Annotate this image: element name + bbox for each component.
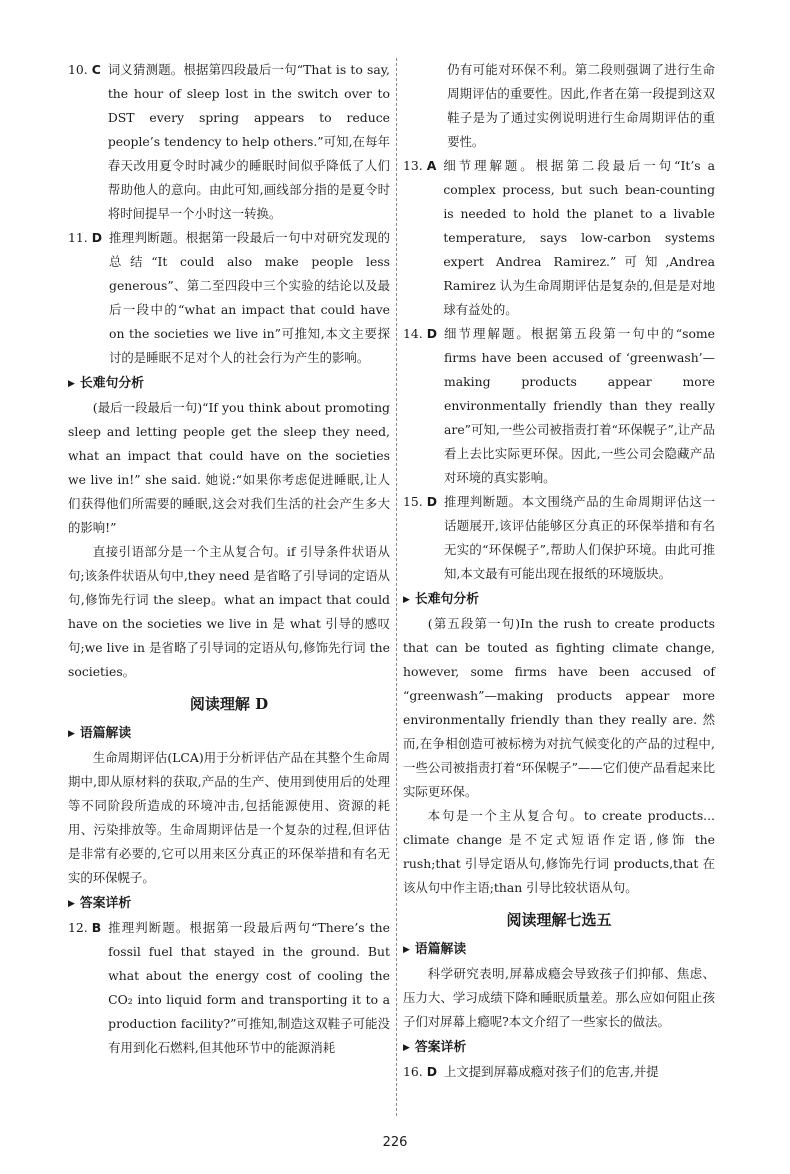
subheading-long-sentence: ▶ 长难句分析 — [403, 592, 479, 607]
triangle-bullet-icon: ▶ — [68, 729, 75, 739]
item-number: 16. — [403, 1064, 423, 1079]
answer-letter: C — [91, 62, 101, 77]
item-number: 10. — [68, 62, 88, 77]
triangle-bullet-icon: ▶ — [68, 379, 75, 389]
triangle-bullet-icon: ▶ — [403, 1043, 410, 1053]
answer-item-14 — [403, 322, 715, 490]
item-number: 13. — [403, 158, 423, 173]
answer-item-16 — [403, 1060, 715, 1084]
subheading-answer-details: ▶ 答案详析 — [68, 896, 132, 911]
answer-item-12-continued — [403, 58, 715, 154]
answer-item-11 — [68, 226, 390, 370]
subheading-answer-details: ▶ 答案详析 — [403, 1040, 467, 1055]
answer-explanation: 推理判断题。本文围绕产品的生命周期评估这一话题展开,该评估能够区分真正的环保举措和有名无实的“环保幌子”,帮助人们保护环境。由此可推知,本文最有可能出现在报纸的环境版块。 — [444, 494, 715, 581]
answer-letter: B — [91, 920, 102, 935]
triangle-bullet-icon: ▶ — [403, 595, 410, 605]
answer-explanation: 上文提到屏幕成瘾对孩子们的危害,并提 — [444, 1064, 659, 1079]
answer-explanation: 词义猜测题。根据第四段最后一句“That is to say, the hour of sleep lost in the switch over to DST every spring appears to reduce people’s tendency to help others.”可知,在每年春天改用夏令时时减少的睡眠时间似乎降低了人们帮助他人的意向。由此可知,画线部分指的是夏令时将时间提早一个小时这一转换。 — [107, 62, 390, 221]
answer-item-13 — [403, 154, 715, 322]
subheading-passage-overview: ▶ 语篇解读 — [68, 726, 132, 741]
left-column — [68, 58, 390, 1060]
triangle-bullet-icon: ▶ — [68, 899, 75, 909]
answer-explanation: 仍有可能对环保不利。第二段则强调了进行生命周期评估的重要性。因此,作者在第一段提到这双鞋子是为了通过实例说明进行生命周期评估的重要性。 — [447, 62, 715, 149]
answer-letter: D — [426, 494, 438, 509]
answer-letter: A — [426, 158, 437, 173]
item-number: 12. — [68, 920, 88, 935]
column-divider — [396, 58, 397, 1116]
long-sentence-text: (最后一段最后一句)“If you think about promoting sleep and letting people get the sleep they need, what an impact that could have on the societies we live in!” she said. 她说:“如果你考虑促进睡眠,让人们获得他们所需要的睡眠,这会对我们生活的社会产生多大的影响!” — [68, 400, 390, 535]
item-number: 15. — [403, 494, 423, 509]
item-number: 11. — [68, 230, 88, 245]
passage-overview-text: 科学研究表明,屏幕成瘾会导致孩子们抑郁、焦虑、压力大、学习成绩下降和睡眠质量差。那么应如何阻止孩子们对屏幕上瘾呢?本文介绍了一些家长的做法。 — [403, 966, 715, 1029]
section-title-reading-d: 阅读理解 D — [189, 695, 269, 713]
long-sentence-text: (第五段第一句)In the rush to create products that can be touted as fighting climate change, however, some firms have been accused of “greenwash”—making products appear more environmentally friendly than they really are. 然而,在争相创造可被标榜为对抗气候变化的产品的过程中,一些公司被指责打着“环保幌子”——它们使产品看起来比实际更环保。 — [403, 616, 715, 799]
answer-letter: D — [426, 326, 438, 341]
answer-item-12 — [68, 916, 390, 1060]
answer-letter: D — [426, 1064, 438, 1079]
subheading-long-sentence: ▶ 长难句分析 — [68, 376, 144, 391]
answer-explanation: 细节理解题。根据第二段最后一句“It’s a complex process, but such bean-counting is needed to hold the planet to a livable temperature, says low-carbon systems expert Andrea Ramirez.”可知,Andrea Ramirez 认为生命周期评估是复杂的,但是是对地球有益处的。 — [443, 158, 715, 317]
triangle-bullet-icon: ▶ — [403, 945, 410, 955]
page-number: 226 — [382, 1135, 408, 1150]
answer-item-10 — [68, 58, 390, 226]
answer-item-15 — [403, 490, 715, 586]
passage-overview-text: 生命周期评估(LCA)用于分析评估产品在其整个生命周期中,即从原材料的获取,产品的生产、使用到使用后的处理等不同阶段所造成的环境冲击,包括能源使用、资源的耗用、污染排放等。生命周期评估是一个复杂的过程,但评估是非常有必要的,它可以用来区分真正的环保举措和有名无实的环保幌子。 — [68, 750, 390, 885]
item-number: 14. — [403, 326, 423, 341]
answer-explanation: 细节理解题。根据第五段第一句中的“some firms have been accused of ‘greenwash’—making products appear more environmentally friendly than they really are”可知,一些公司被指责打着“环保幌子”,让产品看上去比实际更环保。因此,一些公司会隐藏产品对环境的真实影响。 — [444, 326, 715, 485]
subheading-passage-overview: ▶ 语篇解读 — [403, 942, 467, 957]
answer-letter: D — [91, 230, 103, 245]
answer-explanation: 推理判断题。根据第一段最后一句中对研究发现的总结“It could also make people less generous”、第二至四段中三个实验的结论以及最后一段中的“what an impact that could have on the societies we live in”可推知,本文主要探讨的是睡眠不足对个人的社会行为产生的影响。 — [109, 230, 390, 365]
long-sentence-analysis: 本句是一个主从复合句。to create products... climate change 是不定式短语作定语,修饰 the rush;that 引导定语从句,修饰先行词 products,that 在该从句中作主语;than 引导比较状语从句。 — [403, 808, 715, 895]
answer-explanation: 推理判断题。根据第一段最后两句“There’s the fossil fuel that stayed in the ground. But what about the energy cost of cooling the CO₂ into liquid form and transporting it to a production facility?”可推知,制造这双鞋子可能没有用到化石燃料,但其他环节中的能源消耗 — [108, 920, 390, 1055]
section-title-seven-choose-five: 阅读理解七选五 — [506, 911, 612, 929]
right-column — [403, 58, 715, 1084]
long-sentence-analysis: 直接引语部分是一个主从复合句。if 引导条件状语从句;该条件状语从句中,they need 是省略了引导词的定语从句,修饰先行词 the sleep。what an impact that could have on the societies we live in 是 what 引导的感叹句;we live in 是省略了引导词的定语从句,修饰先行词 the societies。 — [68, 544, 390, 679]
